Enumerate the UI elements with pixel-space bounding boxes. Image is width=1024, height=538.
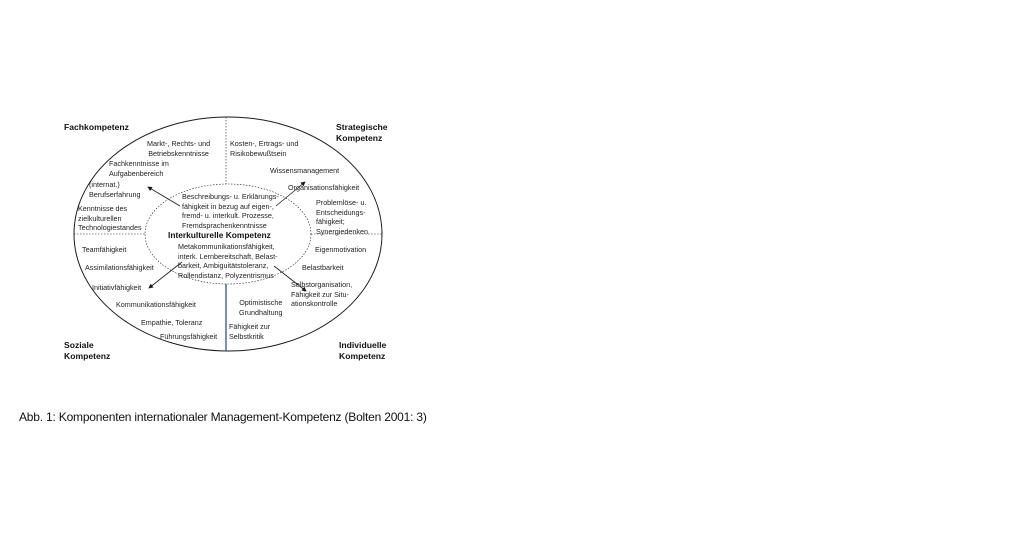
center-top-text bbox=[182, 192, 279, 230]
item-teamfaehigkeit bbox=[82, 245, 126, 255]
item-belastbarkeit bbox=[302, 263, 344, 273]
item-text: Selbstorganisation, bbox=[291, 280, 353, 289]
item-problemloese-entscheidung bbox=[316, 198, 368, 236]
item-wissensmanagement bbox=[270, 166, 339, 176]
item-text: zielkulturellen bbox=[78, 213, 122, 223]
item-markt-rechts-betriebskenntnisse bbox=[147, 139, 210, 158]
item-assimilationsfaehigkeit bbox=[85, 263, 154, 273]
center-text: fähigkeit in bezug auf eigen-, bbox=[182, 201, 274, 211]
item-selbstkritik bbox=[229, 322, 270, 341]
item-text: Grundhaltung bbox=[239, 307, 283, 317]
center-text: Fremdsprachenkenntnisse bbox=[182, 220, 267, 230]
heading-strategisch-line2: Kompetenz bbox=[336, 133, 383, 143]
center-bottom-text bbox=[178, 242, 277, 280]
item-text: Führungsfähigkeit bbox=[160, 332, 218, 341]
item-initiativfaehigkeit bbox=[92, 283, 141, 293]
item-eigenmotivation bbox=[315, 245, 366, 255]
item-text: Kosten-, Ertrags- und bbox=[230, 139, 299, 148]
item-text: Fachkenntnisse im bbox=[109, 159, 169, 168]
center-text: barkeit, Ambiguitätstoleranz, bbox=[178, 261, 269, 271]
item-fuehrungsfaehigkeit bbox=[160, 332, 217, 342]
item-text: Technologiestandes bbox=[78, 223, 142, 233]
item-fachkenntnisse bbox=[109, 159, 169, 178]
item-text: Wissensmanagement bbox=[270, 166, 340, 175]
item-text: Markt-, Rechts- und bbox=[147, 139, 211, 148]
item-text: Synergiedenken bbox=[316, 226, 368, 236]
item-text: Entscheidungs- bbox=[316, 207, 366, 217]
heading-sozial-line1: Soziale bbox=[64, 340, 94, 350]
item-text: Initiativfähigkeit bbox=[92, 283, 142, 292]
heading-individuell-line1: Individuelle bbox=[339, 340, 387, 350]
center-text: Rollendistanz, Polyzentrismus bbox=[178, 270, 274, 280]
item-text: Organisationsfähigkeit bbox=[288, 183, 360, 192]
item-organisationsfaehigkeit bbox=[288, 183, 359, 193]
item-empathie-toleranz bbox=[141, 318, 202, 328]
heading-sozial-line2: Kompetenz bbox=[64, 351, 111, 361]
competence-diagram bbox=[58, 114, 398, 372]
item-text: Eigenmotivation bbox=[315, 245, 367, 254]
heading-strategische-kompetenz bbox=[336, 122, 388, 144]
item-berufserfahrung bbox=[89, 180, 141, 199]
item-kosten-ertrag-risiko bbox=[230, 139, 298, 158]
item-text: (internat.) bbox=[89, 180, 120, 189]
center-text: Beschreibungs- u. Erklärungs- bbox=[182, 192, 279, 201]
item-optimistische-grundhaltung bbox=[239, 298, 283, 317]
center-text: fremd- u. interkult. Prozesse, bbox=[182, 211, 274, 221]
item-selbstorganisation bbox=[291, 280, 352, 309]
item-technologiestand bbox=[78, 204, 142, 233]
heading-strategisch-line1: Strategische bbox=[336, 122, 388, 132]
item-text: Assimilationsfähigkeit bbox=[85, 263, 154, 272]
item-text: Aufgabenbereich bbox=[109, 168, 164, 178]
item-text: Berufserfahrung bbox=[89, 189, 141, 199]
item-text: Kommunikationsfähigkeit bbox=[116, 300, 196, 309]
item-kommunikationsfaehigkeit bbox=[116, 300, 196, 310]
center-title: Interkulturelle Kompetenz bbox=[168, 230, 271, 240]
heading-fach-text: Fachkompetenz bbox=[64, 122, 129, 132]
item-text: Betriebskenntnisse bbox=[148, 148, 209, 158]
heading-individuell-line2: Kompetenz bbox=[339, 351, 386, 361]
item-text: Risikobewußtsein bbox=[230, 148, 287, 158]
item-text: Optimistische bbox=[239, 298, 283, 307]
item-text: Empathie, Toleranz bbox=[141, 318, 203, 327]
heading-individuelle-kompetenz bbox=[339, 340, 386, 362]
item-text: Fähigkeit zur bbox=[229, 322, 271, 331]
item-text: Kenntnisse des bbox=[78, 204, 128, 213]
item-text: Teamfähigkeit bbox=[82, 245, 127, 254]
heading-fachkompetenz bbox=[64, 122, 129, 133]
center-text: Metakommunikationsfähigkeit, bbox=[178, 242, 275, 251]
figure-caption: Abb. 1: Komponenten internationaler Management-Kompetenz (Bolten 2001: 3) bbox=[19, 410, 427, 424]
center-text: interk. Lernbereitschaft, Belast- bbox=[178, 251, 278, 261]
item-text: ationskontrolle bbox=[291, 299, 338, 309]
item-text: fähigkeit; bbox=[316, 217, 345, 227]
heading-soziale-kompetenz bbox=[64, 340, 110, 362]
item-text: Problemlöse- u. bbox=[316, 198, 367, 207]
item-text: Selbstkritik bbox=[229, 331, 264, 341]
item-text: Belastbarkeit bbox=[302, 263, 344, 272]
item-text: Fähigkeit zur Situ- bbox=[291, 289, 349, 299]
